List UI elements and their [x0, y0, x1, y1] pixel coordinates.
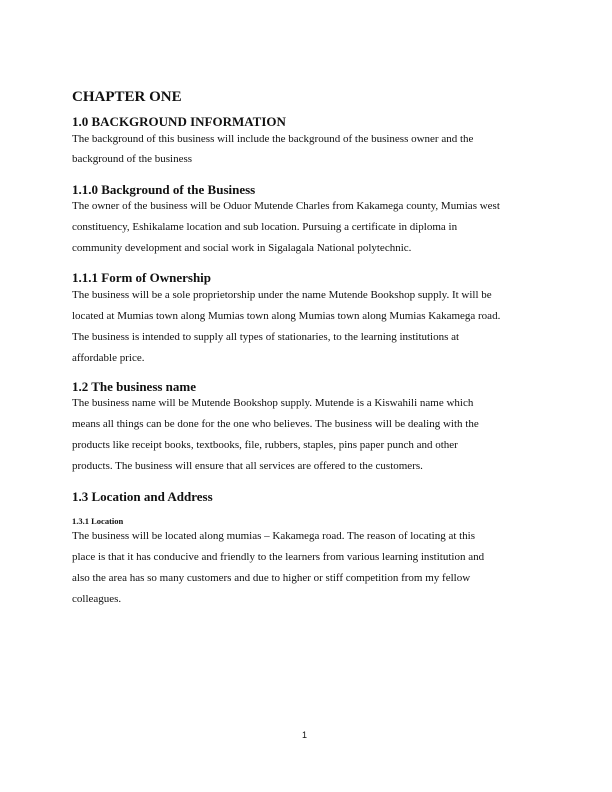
section-heading: 1.1.1 Form of Ownership [72, 270, 212, 285]
body-line: The business is intended to supply all types of stationaries, to the learning institutions at [72, 331, 460, 343]
body-line: place is that it has conducive and friendly to the learners from various learning institution and [72, 551, 485, 563]
section-heading: 1.1.0 Background of the Business [72, 182, 256, 197]
body-line: also the area has so many customers and due to higher or stiff competition from my fellow [72, 572, 471, 584]
body-line: located at Mumias town along Mumias town along Mumias town along Mumias Kakamega road. [72, 310, 501, 322]
body-line: products. The business will ensure that all services are offered to the customers. [72, 460, 423, 472]
section-heading: 1.2 The business name [72, 379, 197, 394]
page-number: 1 [302, 730, 308, 740]
chapter-title: CHAPTER ONE [72, 89, 182, 105]
body-line: The business will be a sole proprietorship under the name Mutende Bookshop supply. It will be [72, 289, 492, 301]
section-heading: 1.3 Location and Address [72, 489, 213, 504]
section-heading: 1.0 BACKGROUND INFORMATION [72, 114, 286, 129]
body-line: community development and social work in Sigalagala National polytechnic. [72, 242, 412, 254]
body-line: products like receipt books, textbooks, file, rubbers, staples, pins paper punch and other [72, 439, 458, 451]
body-line: The business will be located along mumias – Kakamega road. The reason of locating at this [72, 530, 476, 542]
body-line: The owner of the business will be Oduor Mutende Charles from Kakamega county, Mumias west [72, 200, 500, 212]
body-line: The background of this business will include the background of the business owner and the [72, 133, 474, 145]
body-line: colleagues. [72, 593, 122, 605]
body-line: affordable price. [72, 352, 145, 364]
subsection-heading: 1.3.1 Location [72, 516, 124, 526]
body-line: means all things can be done for the one who believes. The business will be dealing with the [72, 418, 479, 430]
body-line: background of the business [72, 153, 193, 165]
body-line: constituency, Eshikalame location and sub location. Pursuing a certificate in diploma in [72, 221, 458, 233]
body-line: The business name will be Mutende Bookshop supply. Mutende is a Kiswahili name which [72, 397, 474, 409]
